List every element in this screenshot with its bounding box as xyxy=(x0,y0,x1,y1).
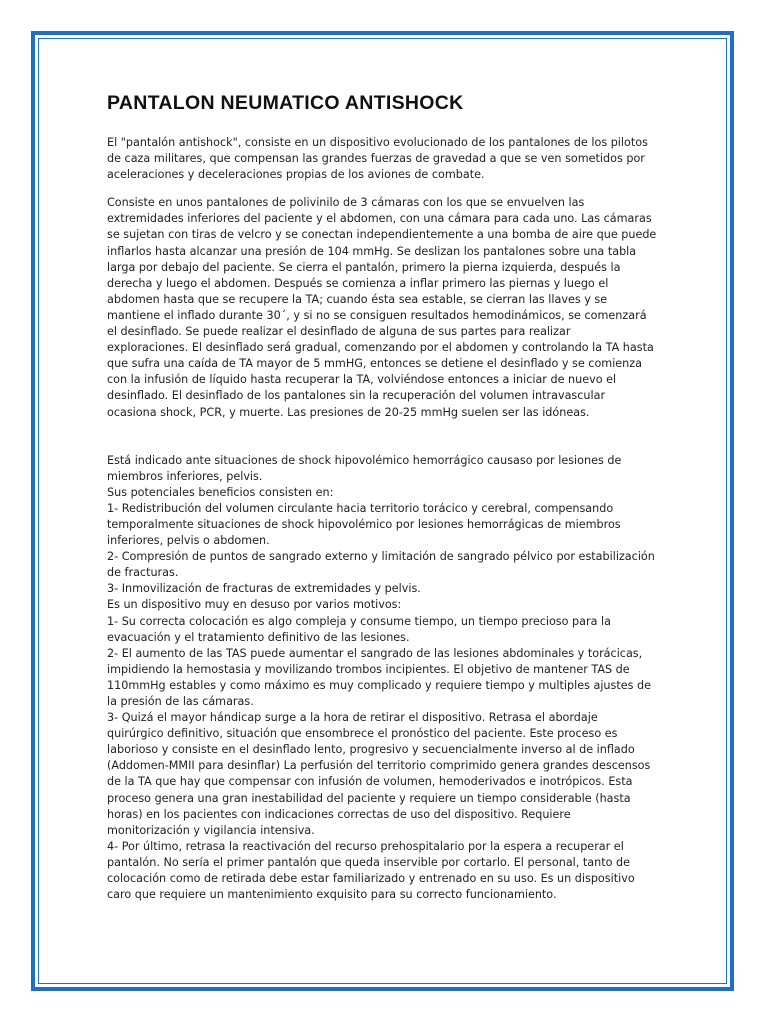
text-line: larga por debajo del paciente. Se cierra el pantalón, primero la pierna izquierda, después la xyxy=(107,260,621,274)
text-line: Está indicado ante situaciones de shock hipovolémico hemorrágico causaso por lesiones de xyxy=(107,453,622,467)
text-line: horas) en los pacientes con indicaciones correctas de uso del dispositivo. Requiere xyxy=(107,807,571,821)
text-line: que sufra una caída de TA mayor de 5 mmHG, entonces se detiene el desinflado y se comienza xyxy=(107,357,642,371)
text-line: miembros inferiores, pelvis. xyxy=(107,469,263,483)
text-line: derecha y luego el abdomen. Después se comienza a inflar primero las piernas y luego el xyxy=(107,276,609,290)
text-line: Sus potenciales beneficios consisten en: xyxy=(107,485,334,499)
text-line: (Addomen-MMII para desinflar) La perfusión del territorio comprimido genera grandes descensos xyxy=(107,759,651,773)
text-line: proceso genera una gran inestabilidad del paciente y requiere un tiempo considerable (hasta xyxy=(107,791,631,805)
text-line: 1- Su correcta colocación es algo compleja y consume tiempo, un tiempo precioso para la xyxy=(107,614,611,628)
text-line: la presión de las cámaras. xyxy=(107,695,254,708)
text-line: 2- Compresión de puntos de sangrado externo y limitación de sangrado pélvico por estabilización xyxy=(107,550,655,564)
text-line: abdomen hasta que se recupere la TA; cuando ésta sea estable, se cierran las llaves y se xyxy=(107,292,608,306)
text-line: extremidades inferiores del paciente y el abdomen, con una cámara para cada uno. Las cámaras xyxy=(107,212,652,226)
section-spacer xyxy=(107,433,667,453)
intro-paragraph xyxy=(107,135,667,183)
text-line: impidiendo la hemostasia y movilizando trombos incipientes. El objetivo de mantener TAS de xyxy=(107,662,630,676)
document-content xyxy=(107,92,667,903)
text-line: ocasiona shock, PCR, y muerte. Las presiones de 20-25 mmHg suelen ser las idóneas. xyxy=(107,405,590,419)
text-line: con la infusión de líquido hasta recuperar la TA, volviéndose entonces a iniciar de nuevo el xyxy=(107,373,617,387)
text-line: evacuación y el tratamiento definitivo de las lesiones. xyxy=(107,630,410,644)
text-line: 110mmHg estables y como máximo es muy complicado y requiere tiempo y multiples ajustes de xyxy=(107,678,651,692)
text-line: de la TA que hay que compensar con infusión de volumen, hemoderivados e inotrópicos. Esta xyxy=(107,775,633,789)
text-line: de caza militares, que compensan las grandes fuerzas de gravedad a que se ven sometidos por xyxy=(107,152,645,166)
description-paragraph xyxy=(107,195,667,420)
text-line: 3- Inmovilización de fracturas de extremidades y pelvis. xyxy=(107,582,421,596)
text-line: El "pantalón antishock", consiste en un dispositivo evolucionado de los pantalones de los pilotos xyxy=(107,136,648,149)
text-line: Es un dispositivo muy en desuso por varios motivos: xyxy=(107,598,402,612)
text-line: caro que requiere un mantenimiento exquisito para su correcto funcionamiento. xyxy=(107,888,557,902)
document-title: PANTALON NEUMATICO ANTISHOCK xyxy=(107,92,464,114)
text-line: 4- Por último, retrasa la reactivación del recurso prehospitalario por la espera a recuperar el xyxy=(107,839,624,853)
text-line: de fracturas. xyxy=(107,566,179,580)
text-line: monitorización y vigilancia intensiva. xyxy=(107,823,315,837)
text-line: desinflado. El desinflado de los pantalones sin la recuperación del volumen intravascular xyxy=(107,389,606,403)
text-line: Consiste en unos pantalones de polivinilo de 3 cámaras con los que se envuelven las xyxy=(107,196,585,210)
text-line: 1- Redistribución del volumen circulante hacia territorio torácico y cerebral, compensando xyxy=(107,501,614,515)
text-line: exploraciones. El desinflado será gradual, comenzando por el abdomen y controlando la TA hasta xyxy=(107,341,654,355)
text-line: quirúrgico definitivo, situación que ensombrece el pronóstico del paciente. Este proceso es xyxy=(107,727,618,741)
text-line: aceleraciones y deceleraciones propias de los aviones de combate. xyxy=(107,168,485,182)
text-line: pantalón. No sería el primer pantalón que queda inservible por cortarlo. El personal, tanto de xyxy=(107,855,631,869)
text-line: temporalmente situaciones de shock hipovolémico por lesiones hemorrágicas de miembros xyxy=(107,517,621,531)
text-line: se sujetan con tiras de velcro y se conectan independientemente a una bomba de aire que puede xyxy=(107,228,657,242)
indications-paragraph xyxy=(107,453,667,904)
text-line: inflarlos hasta alcanzar una presión de 104 mmHg. Se deslizan los pantalones sobre una tabla xyxy=(107,244,637,258)
text-line: colocación como de retirada debe estar familiarizado y entrenado en su uso. Es un dispositivo xyxy=(107,872,635,886)
text-line: 3- Quizá el mayor hándicap surge a la hora de retirar el dispositivo. Retrasa el abordaje xyxy=(107,711,598,725)
text-line: el desinflado. Se puede realizar el desinflado de alguna de sus partes para realizar xyxy=(107,325,571,339)
text-line: 2- El aumento de las TAS puede aumentar el sangrado de las lesiones abdominales y torácicas, xyxy=(107,646,643,660)
text-line: mantiene el inflado durante 30´, y si no se consiguen resultados hemodinámicos, se comenzará xyxy=(107,308,647,322)
text-line: laborioso y consiste en el desinflado lento, progresivo y secuencialmente inverso al de inflado xyxy=(107,743,635,757)
text-line: inferiores, pelvis o abdomen. xyxy=(107,534,270,548)
